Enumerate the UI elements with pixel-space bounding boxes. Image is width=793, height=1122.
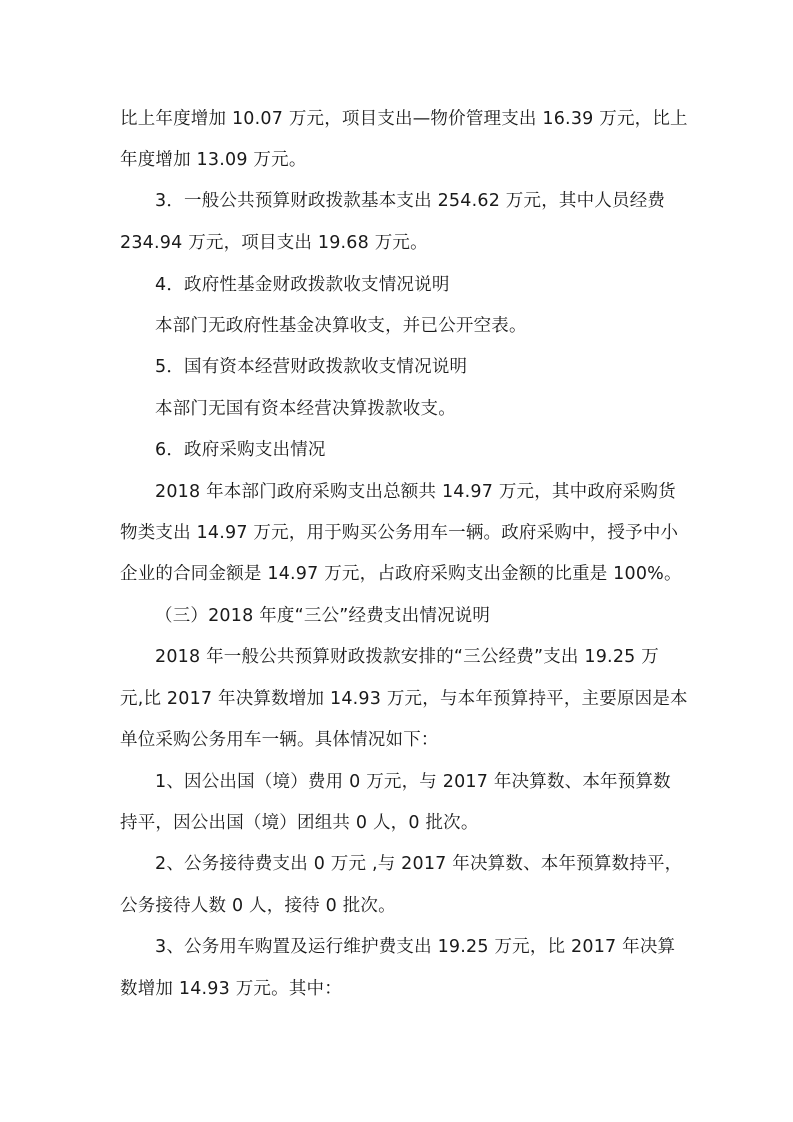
text-line-20: 公务接待人数 0 人，接待 0 批次。 [120,896,396,916]
text-line-16: 单位采购公务用车一辆。具体情况如下： [120,730,439,750]
text-line-6: 本部门无政府性基金决算收支，并已公开空表。 [155,316,527,336]
text-line-10: 2018 年本部门政府采购支出总额共 14.97 万元，其中政府采购货 [155,482,676,502]
text-line-4: 234.94 万元，项目支出 19.68 万元。 [120,233,428,253]
text-line-21: 3、公务用车购置及运行维护费支出 19.25 万元，比 2017 年决算 [155,937,676,957]
text-line-11: 物类支出 14.97 万元，用于购买公务用车一辆。政府采购中，授予中小 [120,523,679,543]
text-line-7: 5．国有资本经营财政拨款收支情况说明 [155,357,468,377]
text-line-8: 本部门无国有资本经营决算拨款收支。 [155,399,456,419]
text-line-2: 年度增加 13.09 万元。 [120,150,307,170]
text-line-13: （三）2018 年度“三公”经费支出情况说明 [155,606,491,626]
text-line-9: 6．政府采购支出情况 [155,440,326,460]
text-line-22: 数增加 14.93 万元。其中： [120,979,342,999]
text-line-15: 元,比 2017 年决算数增加 14.93 万元，与本年预算持平，主要原因是本 [120,689,688,709]
text-line-14: 2018 年一般公共预算财政拨款安排的“三公经费”支出 19.25 万 [155,647,659,667]
text-line-17: 1、因公出国（境）费用 0 万元，与 2017 年决算数、本年预算数 [155,772,671,792]
text-line-3: 3．一般公共预算财政拨款基本支出 254.62 万元，其中人员经费 [155,191,666,211]
text-line-1: 比上年度增加 10.07 万元，项目支出—物价管理支出 16.39 万元，比上 [120,109,688,129]
text-line-19: 2、公务接待费支出 0 万元 ,与 2017 年决算数、本年预算数持平， [155,854,683,874]
text-line-18: 持平，因公出国（境）团组共 0 人，0 批次。 [120,813,479,833]
text-line-5: 4．政府性基金财政拨款收支情况说明 [155,275,450,295]
text-line-12: 企业的合同金额是 14.97 万元，占政府采购支出金额的比重是 100%。 [120,564,682,584]
